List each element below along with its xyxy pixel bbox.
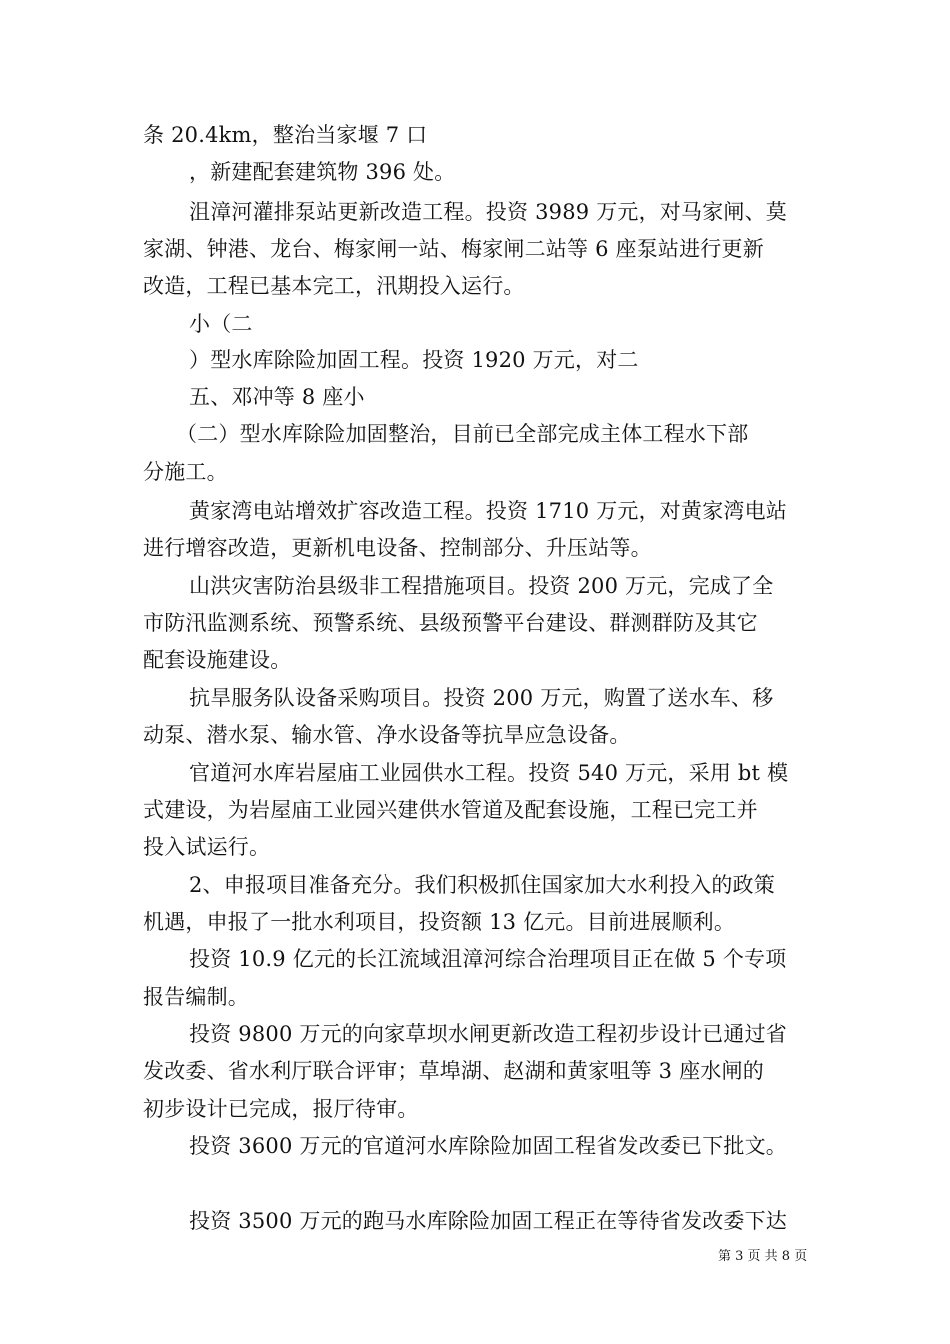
text-line: 发改委、省水利厅联合评审；草埠湖、赵湖和黄家咀等 3 座水闸的	[143, 1059, 764, 1083]
text-line: ，新建配套建筑物 396 处。	[189, 160, 456, 184]
text-line: 投资 9800 万元的向家草坝水闸更新改造工程初步设计已通过省	[189, 1022, 787, 1046]
text-line: 五、邓冲等 8 座小	[189, 385, 365, 409]
text-line: 条 20.4km，整治当家堰 7 口	[143, 123, 428, 147]
text-line: 式建设，为岩屋庙工业园兴建供水管道及配套设施，工程已完工并	[143, 798, 758, 822]
text-line: 山洪灾害防治县级非工程措施项目。投资 200 万元，完成了全	[189, 574, 774, 598]
text-line: 改造，工程已基本完工，汛期投入运行。	[143, 274, 525, 298]
text-line: ）型水库除险加固工程。投资 1920 万元，对二	[189, 348, 639, 372]
page-number: 第 3 页 共 8 页	[718, 1249, 808, 1264]
text-line: 2、申报项目准备充分。我们积极抓住国家加大水利投入的政策	[189, 873, 775, 897]
text-line: 投资 3600 万元的官道河水库除险加固工程省发改委已下批文。	[189, 1134, 787, 1158]
text-line: 家湖、钟港、龙台、梅家闸一站、梅家闸二站等 6 座泵站进行更新	[143, 237, 764, 261]
text-line: 分施工。	[143, 460, 228, 484]
text-line: 配套设施建设。	[143, 648, 292, 672]
text-line: 抗旱服务队设备采购项目。投资 200 万元，购置了送水车、移	[189, 686, 774, 710]
text-line: 小（二	[189, 312, 253, 336]
text-line: 进行增容改造，更新机电设备、控制部分、升压站等。	[143, 536, 652, 560]
text-line: 黄家湾电站增效扩容改造工程。投资 1710 万元，对黄家湾电站	[189, 499, 787, 523]
text-line: 初步设计已完成，报厅待审。	[143, 1097, 419, 1121]
text-line: 官道河水库岩屋庙工业园供水工程。投资 540 万元，采用 bt 模	[189, 761, 789, 785]
text-line: 投资 10.9 亿元的长江流域沮漳河综合治理项目正在做 5 个专项	[189, 947, 787, 971]
text-line: （二）型水库除险加固整治，目前已全部完成主体工程水下部	[176, 422, 749, 446]
text-line: 报告编制。	[143, 985, 249, 1009]
text-line: 动泵、潜水泵、输水管、净水设备等抗旱应急设备。	[143, 723, 631, 747]
text-line: 投入试运行。	[143, 835, 271, 859]
text-line: 投资 3500 万元的跑马水库除险加固工程正在等待省发改委下达	[189, 1209, 787, 1233]
text-line: 机遇，申报了一批水利项目，投资额 13 亿元。目前进展顺利。	[143, 910, 736, 934]
text-line: 沮漳河灌排泵站更新改造工程。投资 3989 万元，对马家闸、莫	[189, 200, 787, 224]
text-line: 市防汛监测系统、预警系统、县级预警平台建设、群测群防及其它	[143, 611, 758, 635]
